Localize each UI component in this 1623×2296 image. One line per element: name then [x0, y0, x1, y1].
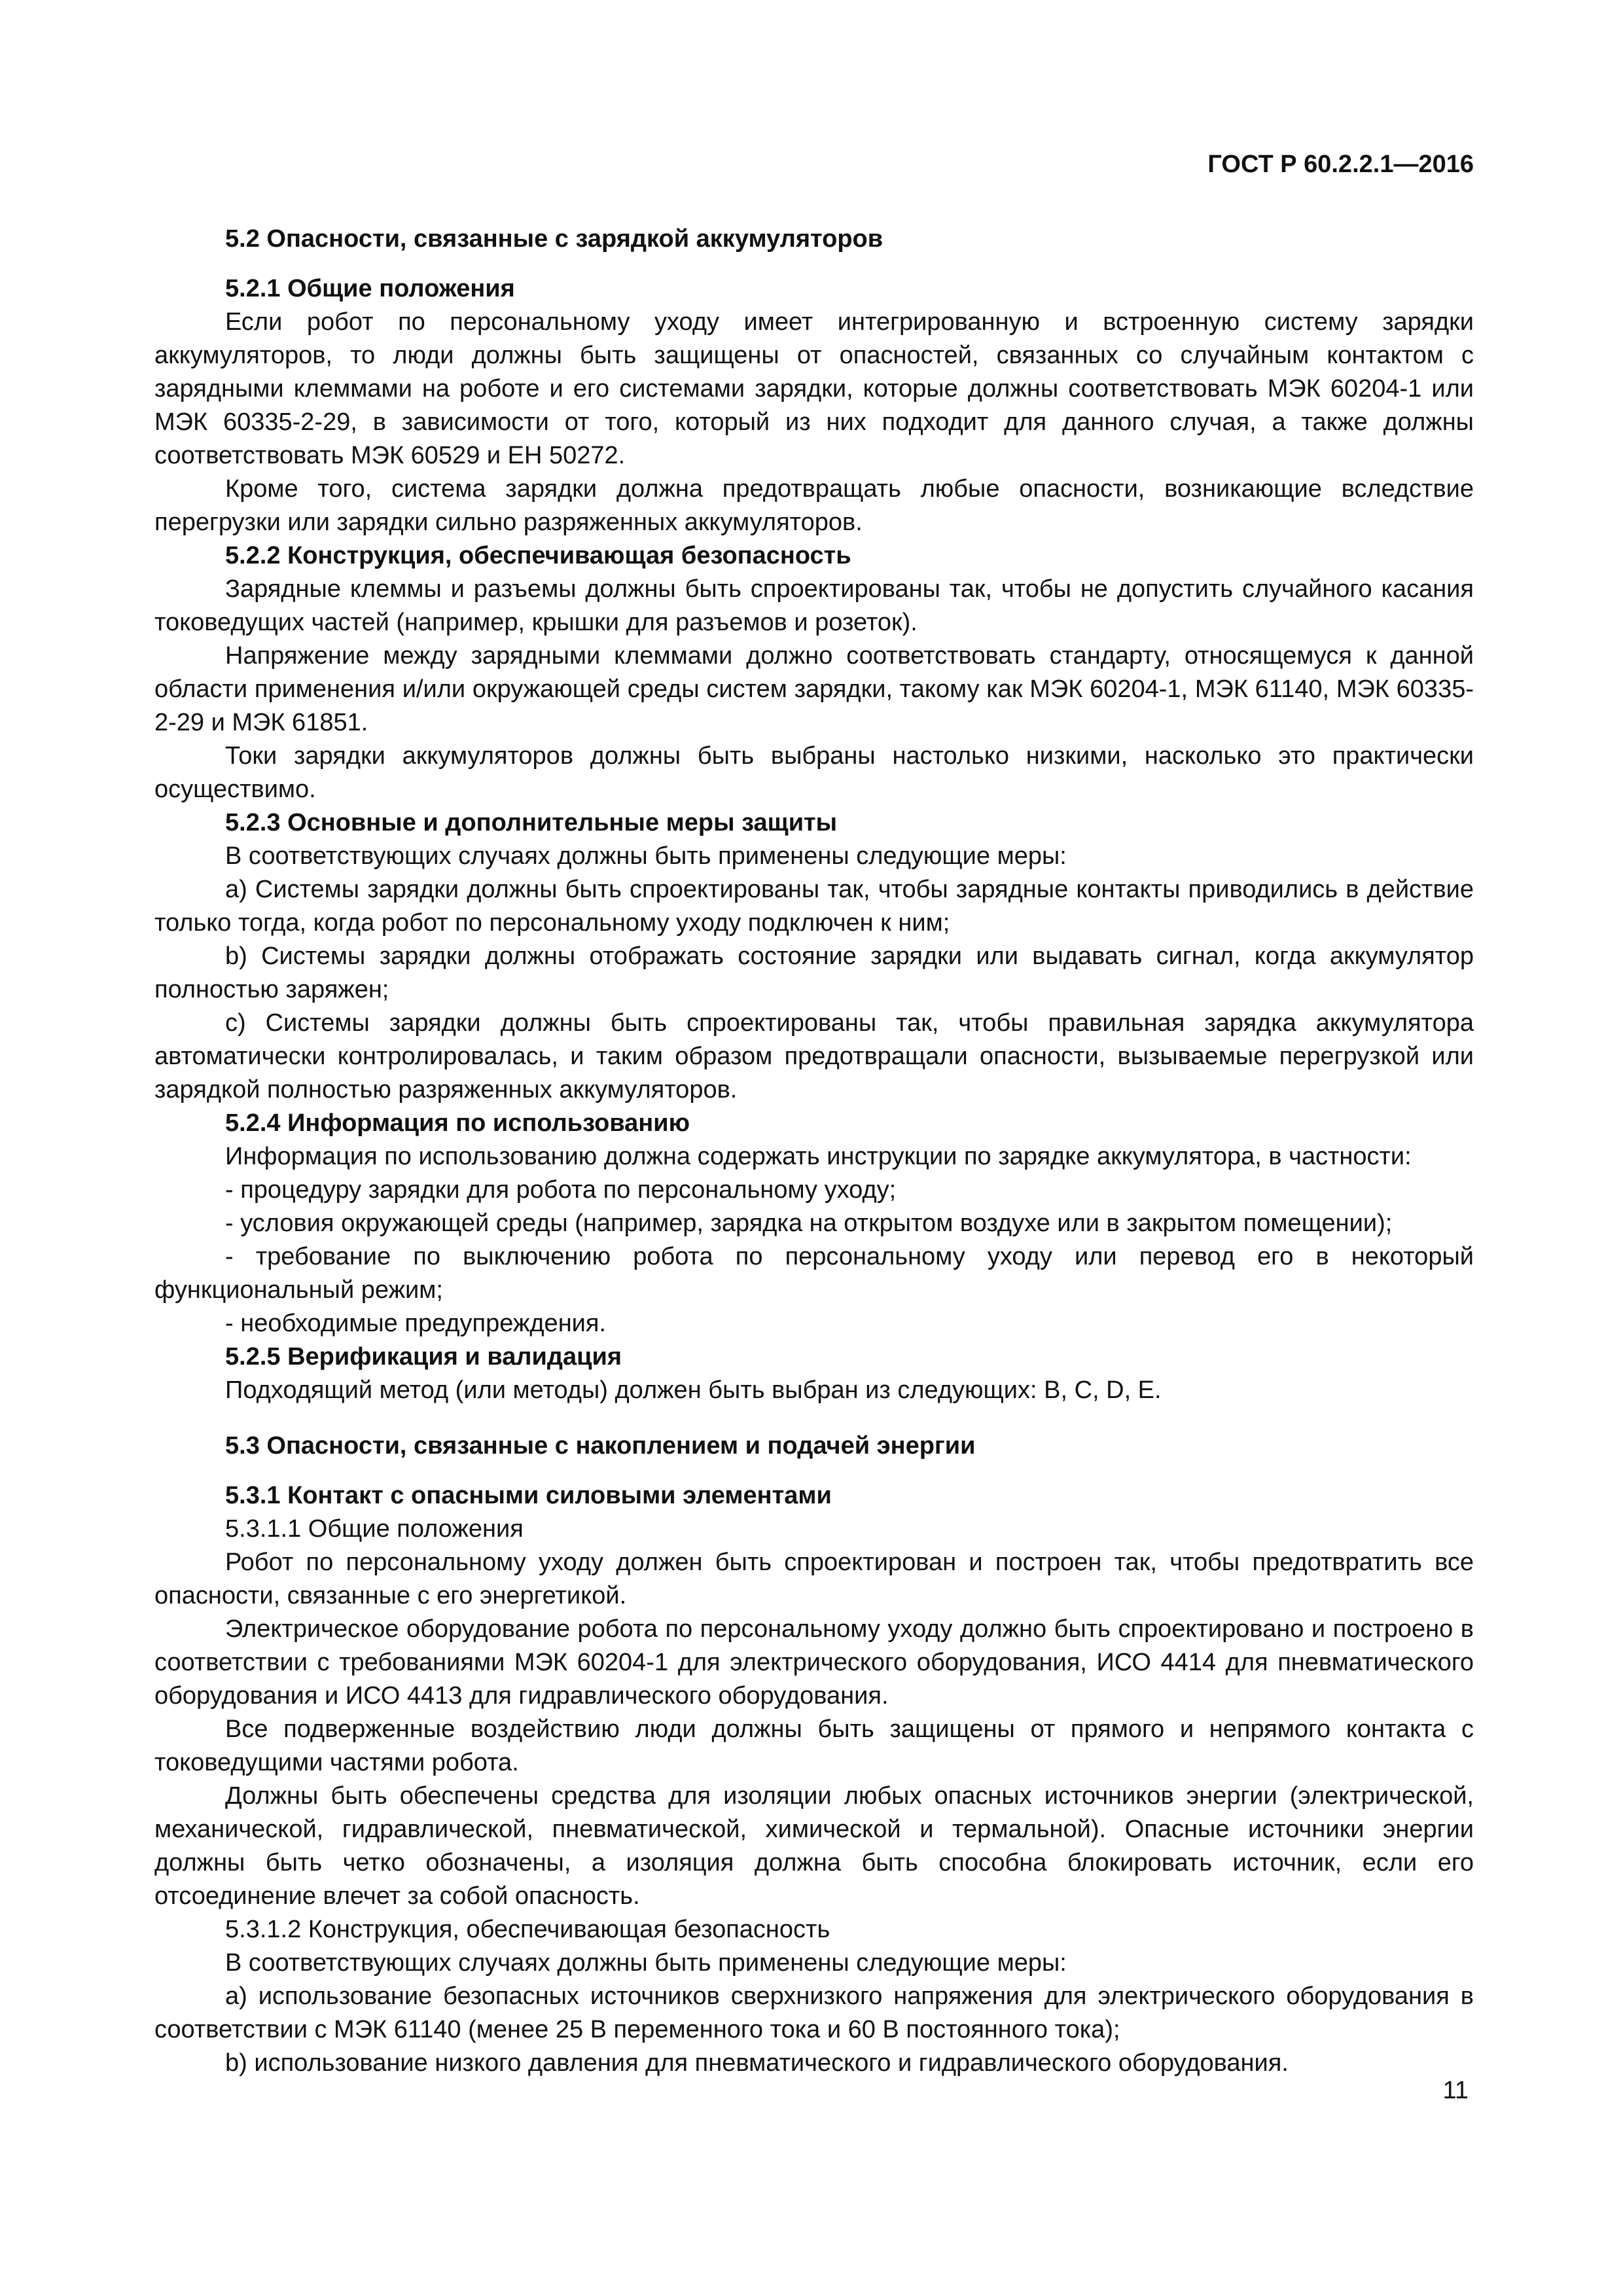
- body-paragraph: Должны быть обеспечены средства для изоляции любых опасных источников энергии (электрической, механической, гидравлической, пневматической, химической и термальной). Опасные источники энергии должны быть четко обозначены, а изоляция должна быть способна блокировать источник, если его отсоединение влечет за собой опасность.: [154, 1782, 1474, 1910]
- body-paragraph: Напряжение между зарядными клеммами должно соответствовать стандарту, относящемуся к данной области применения и/или окружающей среды систем зарядки, такому как МЭК 60204-1, МЭК 61140, МЭК 60335-2-29 и МЭК 61851.: [154, 642, 1474, 736]
- section-heading: 5.2 Опасности, связанные с зарядкой аккумуляторов: [225, 225, 883, 253]
- body-paragraph: b) использование низкого давления для пневматического и гидравлического оборудования.: [225, 2049, 1289, 2077]
- body-paragraph: - требование по выключению робота по персональному уходу или перевод его в некоторый функциональный режим;: [154, 1243, 1474, 1304]
- body-paragraph: Робот по персональному уходу должен быть спроектирован и построен так, чтобы предотвратить все опасности, связанные с его энергетикой.: [154, 1549, 1474, 1609]
- body-paragraph: 5.3.1.2 Конструкция, обеспечивающая безопасность: [225, 1916, 830, 1943]
- document-body: [154, 223, 1474, 2080]
- body-paragraph: b) Системы зарядки должны отображать состояние зарядки или выдавать сигнал, когда аккумулятор полностью заряжен;: [154, 942, 1474, 1003]
- section-heading: 5.2.5 Верификация и валидация: [225, 1343, 622, 1371]
- section-heading: 5.2.2 Конструкция, обеспечивающая безопасность: [225, 542, 851, 569]
- section-heading: 5.2.4 Информация по использованию: [225, 1109, 690, 1137]
- body-paragraph: - условия окружающей среды (например, зарядка на открытом воздухе или в закрытом помещении);: [225, 1210, 1393, 1237]
- section-heading: 5.2.1 Общие положения: [225, 275, 515, 302]
- body-paragraph: Информация по использованию должна содержать инструкции по зарядке аккумулятора, в частности:: [225, 1143, 1412, 1170]
- body-paragraph: Зарядные клеммы и разъемы должны быть спроектированы так, чтобы не допустить случайного касания токоведущих частей (например, крышки для разъемов и розеток).: [154, 575, 1474, 636]
- body-paragraph: Токи зарядки аккумуляторов должны быть выбраны настолько низкими, насколько это практически осуществимо.: [154, 742, 1474, 803]
- body-paragraph: 5.3.1.1 Общие положения: [225, 1515, 524, 1543]
- body-paragraph: Кроме того, система зарядки должна предотвращать любые опасности, возникающие вследствие перегрузки или зарядки сильно разряженных аккумуляторов.: [154, 475, 1474, 536]
- body-paragraph: В соответствующих случаях должны быть применены следующие меры:: [225, 1949, 1067, 1977]
- body-paragraph: Подходящий метод (или методы) должен быть выбран из следующих: B, C, D, E.: [225, 1376, 1162, 1404]
- body-paragraph: - необходимые предупреждения.: [225, 1310, 607, 1337]
- page-number: 11: [1442, 2077, 1469, 2104]
- section-heading: 5.3.1 Контакт с опасными силовыми элементами: [225, 1482, 832, 1509]
- body-paragraph: - процедуру зарядки для робота по персональному уходу;: [225, 1176, 897, 1204]
- body-paragraph: c) Системы зарядки должны быть спроектированы так, чтобы правильная зарядка аккумулятора автоматически контролировалась, и таким образом предотвращали опасности, вызываемые перегрузкой или зарядкой полностью разряженных аккумуляторов.: [154, 1009, 1474, 1103]
- body-paragraph: Все подверженные воздействию люди должны быть защищены от прямого и непрямого контакта с токоведущими частями робота.: [154, 1715, 1474, 1776]
- body-paragraph: a) Системы зарядки должны быть спроектированы так, чтобы зарядные контакты приводились в действие только тогда, когда робот по персональному уходу подключен к ним;: [154, 876, 1474, 937]
- section-heading: 5.3 Опасности, связанные с накоплением и подачей энергии: [225, 1432, 976, 1460]
- section-heading: 5.2.3 Основные и дополнительные меры защиты: [225, 809, 838, 836]
- body-paragraph: Если робот по персональному уходу имеет интегрированную и встроенную систему зарядки аккумуляторов, то люди должны быть защищены от опасностей, связанных со случайным контактом с зарядными клеммами на роботе и его системами зарядки, которые должны соответствовать МЭК 60204-1 или МЭК 60335-2-29, в зависимости от того, который из них подходит для данного случая, а также должны соответствовать МЭК 60529 и ЕН 50272.: [154, 308, 1474, 469]
- body-paragraph: a) использование безопасных источников сверхнизкого напряжения для электрического оборудования в соответствии с МЭК 61140 (менее 25 В переменного тока и 60 В постоянного тока);: [154, 1982, 1474, 2043]
- standard-designation: ГОСТ Р 60.2.2.1—2016: [1207, 151, 1474, 178]
- body-paragraph: Электрическое оборудование робота по персональному уходу должно быть спроектировано и построено в соответствии с требованиями МЭК 60204-1 для электрического оборудования, ИСО 4414 для пневматического оборудования и ИСО 4413 для гидравлического оборудования.: [154, 1615, 1474, 1710]
- body-paragraph: В соответствующих случаях должны быть применены следующие меры:: [225, 842, 1067, 870]
